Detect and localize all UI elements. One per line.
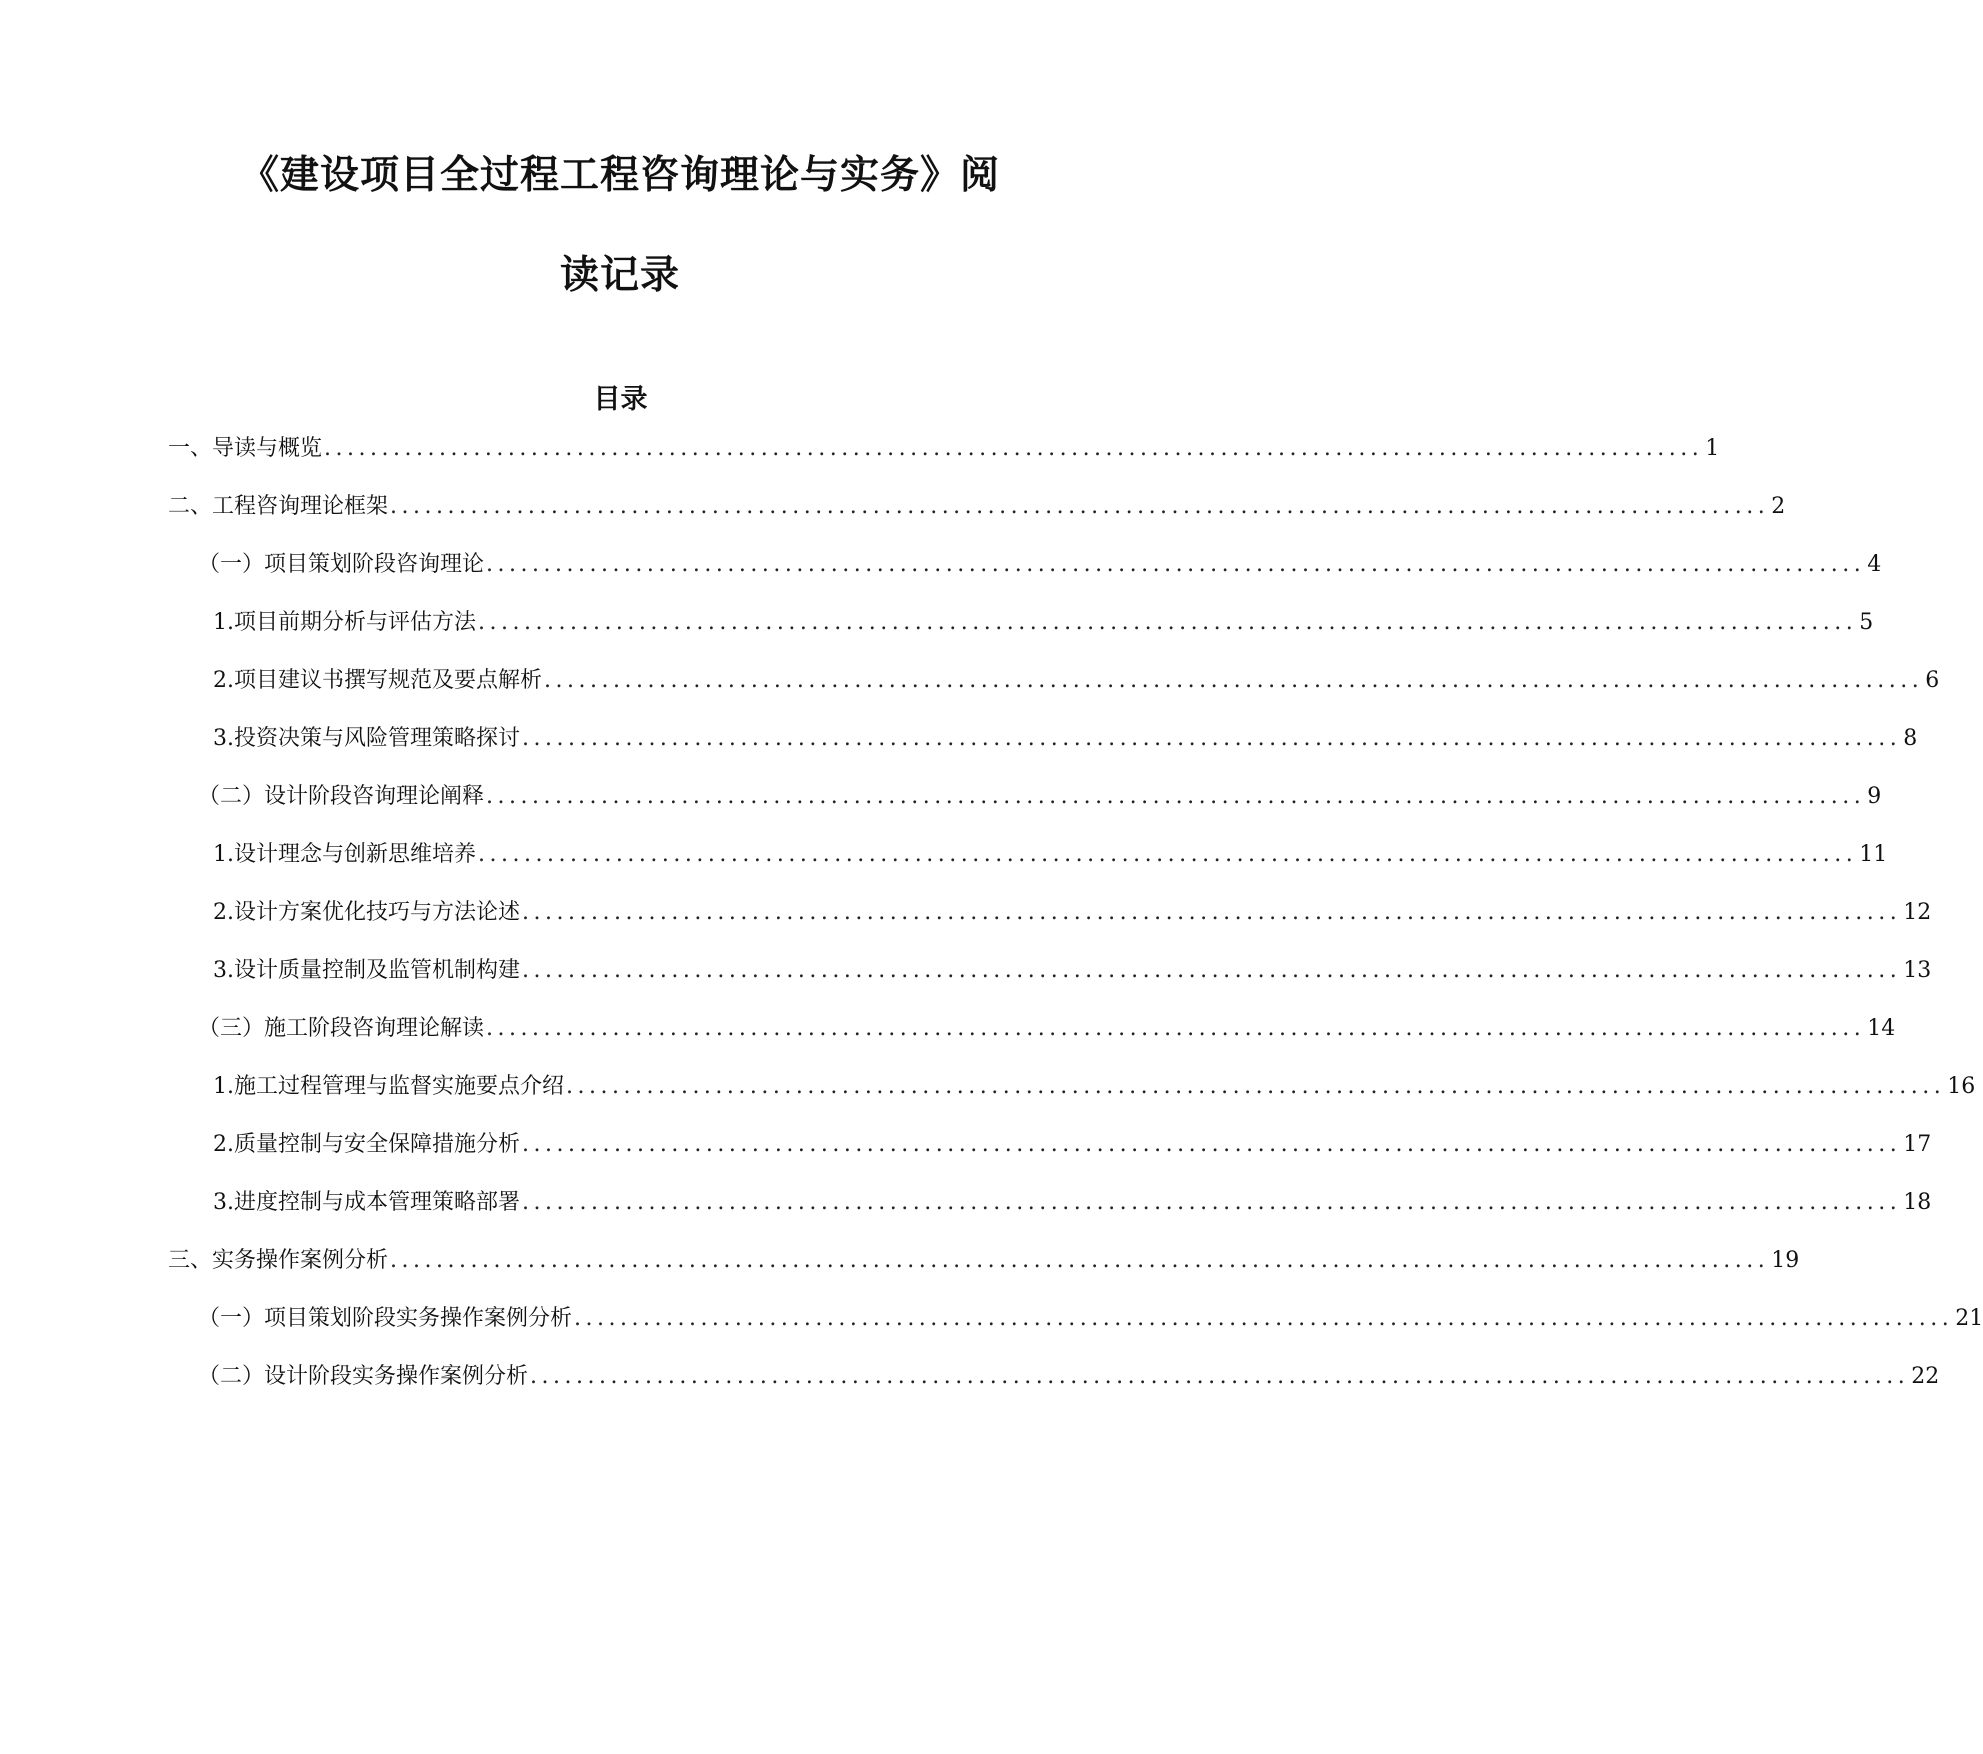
toc-entry-title: 质量控制与安全保障措施分析	[234, 1132, 521, 1157]
toc-entry[interactable]	[213, 664, 1940, 698]
toc-entry-title: 三、实务操作案例分析	[168, 1248, 389, 1273]
toc-dot-leader: ........................................................................................................................	[544, 668, 1924, 693]
toc-entry[interactable]	[213, 1128, 1932, 1162]
toc-page-number: 21	[1955, 1306, 1983, 1331]
toc-entry-number: 1.	[213, 610, 234, 635]
toc-dot-leader: ........................................................................................................................	[522, 958, 1902, 983]
toc-dot-leader: ........................................................................................................................	[486, 784, 1866, 809]
toc-page-number: 5	[1859, 610, 1874, 635]
toc-entry-title: 项目建议书撰写规范及要点解析	[234, 668, 543, 693]
toc-page-number: 12	[1903, 900, 1932, 925]
toc-page-number: 11	[1859, 842, 1888, 867]
toc-dot-leader: ........................................................................................................................	[574, 1306, 1954, 1331]
toc-entry-title: （一）项目策划阶段咨询理论	[198, 552, 485, 577]
toc-dot-leader: ........................................................................................................................	[522, 726, 1902, 751]
toc-entry[interactable]	[213, 838, 1888, 872]
toc-entry[interactable]	[198, 1302, 1983, 1336]
toc-page-number: 8	[1903, 726, 1918, 751]
document-title-line-2: 读记录	[559, 252, 680, 298]
toc-dot-leader: ........................................................................................................................	[530, 1364, 1910, 1389]
toc-entry-number: 2.	[213, 900, 234, 925]
toc-page-number: 22	[1911, 1364, 1940, 1389]
toc-entry-title: （二）设计阶段实务操作案例分析	[198, 1364, 529, 1389]
toc-entry[interactable]	[213, 896, 1932, 930]
toc-entry[interactable]	[198, 1012, 1896, 1046]
toc-page-number: 4	[1867, 552, 1882, 577]
toc-dot-leader: ........................................................................................................................	[390, 1248, 1770, 1273]
toc-entry[interactable]	[168, 490, 1786, 524]
document-title-line-1: 《建设项目全过程工程咨询理论与实务》阅	[239, 152, 1000, 198]
toc-dot-leader: ........................................................................................................................	[522, 900, 1902, 925]
toc-page-number: 9	[1867, 784, 1882, 809]
toc-page-number: 16	[1947, 1074, 1976, 1099]
toc-entry-number: 3.	[213, 958, 234, 983]
toc-entry-number: 1.	[213, 1074, 234, 1099]
toc-entry-number: 2.	[213, 1132, 234, 1157]
toc-dot-leader: ........................................................................................................................	[324, 436, 1704, 461]
toc-entry-title: 项目前期分析与评估方法	[234, 610, 477, 635]
toc-entry-title: 设计理念与创新思维培养	[234, 842, 477, 867]
toc-entry-title: 一、导读与概览	[168, 436, 323, 461]
toc-heading: 目录	[593, 384, 648, 415]
toc-dot-leader: ........................................................................................................................	[486, 552, 1866, 577]
toc-entry[interactable]	[168, 1244, 1800, 1278]
toc-entry[interactable]	[213, 1070, 1976, 1104]
toc-entry[interactable]	[213, 954, 1932, 988]
toc-entry-title: （三）施工阶段咨询理论解读	[198, 1016, 485, 1041]
toc-page-number: 13	[1903, 958, 1932, 983]
toc-dot-leader: ........................................................................................................................	[566, 1074, 1946, 1099]
toc-page-number: 14	[1867, 1016, 1896, 1041]
toc-entry[interactable]	[213, 1186, 1932, 1220]
toc-entry-title: 设计方案优化技巧与方法论述	[234, 900, 521, 925]
toc-dot-leader: ........................................................................................................................	[486, 1016, 1866, 1041]
toc-entry-title: 二、工程咨询理论框架	[168, 494, 389, 519]
toc-entry-title: （二）设计阶段咨询理论阐释	[198, 784, 485, 809]
toc-entry-title: 进度控制与成本管理策略部署	[234, 1190, 521, 1215]
toc-entry-title: 设计质量控制及监管机制构建	[234, 958, 521, 983]
toc-entry[interactable]	[198, 780, 1882, 814]
toc-entry[interactable]	[213, 606, 1874, 640]
toc-dot-leader: ........................................................................................................................	[522, 1132, 1902, 1157]
toc-dot-leader: ........................................................................................................................	[478, 842, 1858, 867]
toc-entry[interactable]	[198, 548, 1882, 582]
toc-page-number: 1	[1705, 436, 1720, 461]
toc-page-number: 19	[1771, 1248, 1800, 1273]
toc-entry-number: 3.	[213, 1190, 234, 1215]
toc-entry-number: 2.	[213, 668, 234, 693]
toc-entry[interactable]	[213, 722, 1918, 756]
toc-page-number: 17	[1903, 1132, 1932, 1157]
toc-page-number: 18	[1903, 1190, 1932, 1215]
toc-dot-leader: ........................................................................................................................	[478, 610, 1858, 635]
toc-entry[interactable]	[198, 1360, 1940, 1394]
toc-page-number: 2	[1771, 494, 1786, 519]
toc-entry-title: 投资决策与风险管理策略探讨	[234, 726, 521, 751]
toc-entry-number: 3.	[213, 726, 234, 751]
toc-entry-number: 1.	[213, 842, 234, 867]
toc-page-number: 6	[1925, 668, 1940, 693]
toc-entry[interactable]	[168, 432, 1720, 466]
toc-dot-leader: ........................................................................................................................	[522, 1190, 1902, 1215]
toc-dot-leader: ........................................................................................................................	[390, 494, 1770, 519]
toc-entry-title: （一）项目策划阶段实务操作案例分析	[198, 1306, 573, 1331]
toc-entry-title: 施工过程管理与监督实施要点介绍	[234, 1074, 565, 1099]
